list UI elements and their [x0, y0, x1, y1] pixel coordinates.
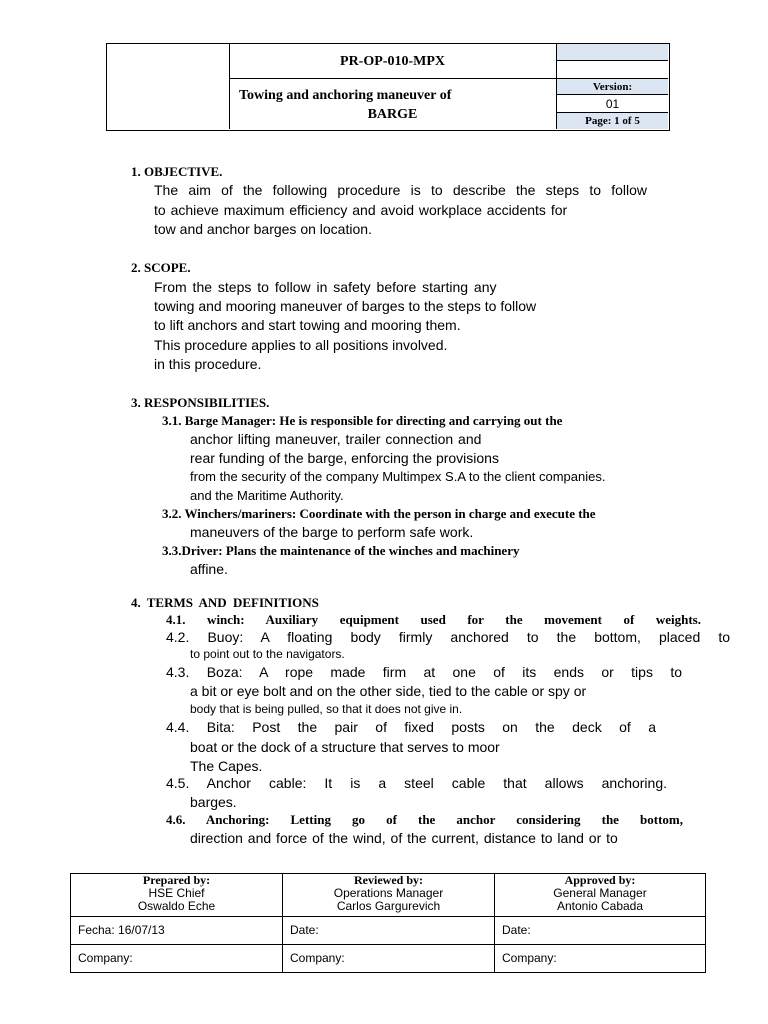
document-header [106, 43, 670, 131]
document-code: PR-OP-010-MPX [229, 44, 557, 79]
responsibility-3-3-title: 3.3.Driver: Plans the maintenance of the winches and machinery [162, 543, 520, 558]
term-4-1: 4.1. winch: Auxiliary equipment used for the movement of weights. [166, 612, 701, 627]
responsibility-line: anchor lifting maneuver, trailer connection and [190, 431, 482, 447]
scope-line: to lift anchors and start towing and mooring them. [154, 317, 461, 333]
header-cell-blank-1 [557, 44, 668, 61]
responsibility-3-1-title: 3.1. Barge Manager: He is responsible for directing and carrying out the [162, 413, 563, 428]
version-value: 01 [557, 95, 668, 113]
prepared-by-role: HSE Chief [148, 886, 205, 900]
prepared-by-label: Prepared by: [142, 873, 211, 887]
objective-line: to achieve maximum efficiency and avoid workplace accidents for [154, 202, 568, 218]
scope-heading: 2. SCOPE. [131, 260, 191, 275]
responsibility-3-2-title: 3.2. Winchers/mariners: Coordinate with the person in charge and execute the [162, 506, 596, 521]
scope-line: From the steps to follow in safety before starting any [154, 279, 497, 295]
signature-table [70, 873, 706, 973]
reviewed-by-cell [283, 874, 495, 917]
company-cell-approved: Company: [495, 945, 706, 973]
date-cell-reviewed: Date: [283, 917, 495, 945]
responsibility-line: and the Maritime Authority. [190, 488, 344, 503]
header-cell-blank-2 [557, 61, 668, 79]
reviewed-by-label: Reviewed by: [354, 873, 423, 887]
responsibility-line: rear funding of the barge, enforcing the provisions [190, 450, 499, 466]
term-line: body that is being pulled, so that it does not give in. [190, 702, 463, 716]
scope-line: towing and mooring maneuver of barges to the steps to follow [154, 298, 537, 314]
logo-cell [107, 44, 230, 129]
approved-by-cell [495, 874, 706, 917]
approved-by-label: Approved by: [564, 873, 636, 887]
term-4-3: 4.3. Boza: A rope made firm at one of its ends or tips to [166, 664, 682, 680]
document-title [229, 79, 557, 129]
terms-heading: 4. TERMS AND DEFINITIONS [131, 595, 319, 610]
responsibility-line: maneuvers of the barge to perform safe work. [190, 524, 474, 540]
term-4-5: 4.5. Anchor cable: It is a steel cable that allows anchoring. [166, 775, 667, 791]
prepared-by-name: Oswaldo Eche [137, 899, 216, 913]
term-4-6: 4.6. Anchoring: Letting go of the anchor considering the bottom, [166, 812, 683, 827]
page-label: Page: 1 of 5 [557, 113, 668, 129]
term-line: to point out to the navigators. [190, 647, 345, 661]
responsibility-line: from the security of the company Multimpex S.A to the client companies. [190, 469, 606, 484]
term-line: The Capes. [190, 758, 263, 774]
approved-by-name: Antonio Cabada [556, 899, 644, 913]
reviewed-by-name: Carlos Gargurevich [336, 899, 441, 913]
term-line: a bit or eye bolt and on the other side, tied to the cable or spy or [190, 683, 587, 699]
objective-line: The aim of the following procedure is to describe the steps to follow [154, 182, 647, 198]
objective-line: tow and anchor barges on location. [154, 221, 372, 237]
title-line-2: BARGE [367, 107, 418, 122]
term-line: barges. [190, 794, 237, 810]
term-line: direction and force of the wind, of the current, distance to land or to [190, 830, 618, 846]
version-label: Version: [557, 79, 668, 95]
term-line: boat or the dock of a structure that serves to moor [190, 739, 500, 755]
term-4-4: 4.4. Bita: Post the pair of fixed posts on the deck of a [166, 719, 656, 735]
objective-heading: 1. OBJECTIVE. [131, 164, 223, 179]
scope-line: in this procedure. [154, 356, 262, 372]
company-cell-reviewed: Company: [283, 945, 495, 973]
responsibilities-heading: 3. RESPONSIBILITIES. [131, 395, 270, 410]
reviewed-by-role: Operations Manager [333, 886, 444, 900]
responsibility-line: affine. [190, 561, 228, 577]
company-cell-prepared: Company: [71, 945, 283, 973]
scope-line: This procedure applies to all positions involved. [154, 337, 448, 353]
prepared-by-cell [71, 874, 283, 917]
date-cell-prepared: Fecha: 16/07/13 [71, 917, 283, 945]
title-line-1: Towing and anchoring maneuver of [239, 88, 452, 103]
approved-by-role: General Manager [553, 886, 647, 900]
term-4-2: 4.2. Buoy: A floating body firmly anchored to the bottom, placed to [166, 629, 730, 645]
date-cell-approved: Date: [495, 917, 706, 945]
